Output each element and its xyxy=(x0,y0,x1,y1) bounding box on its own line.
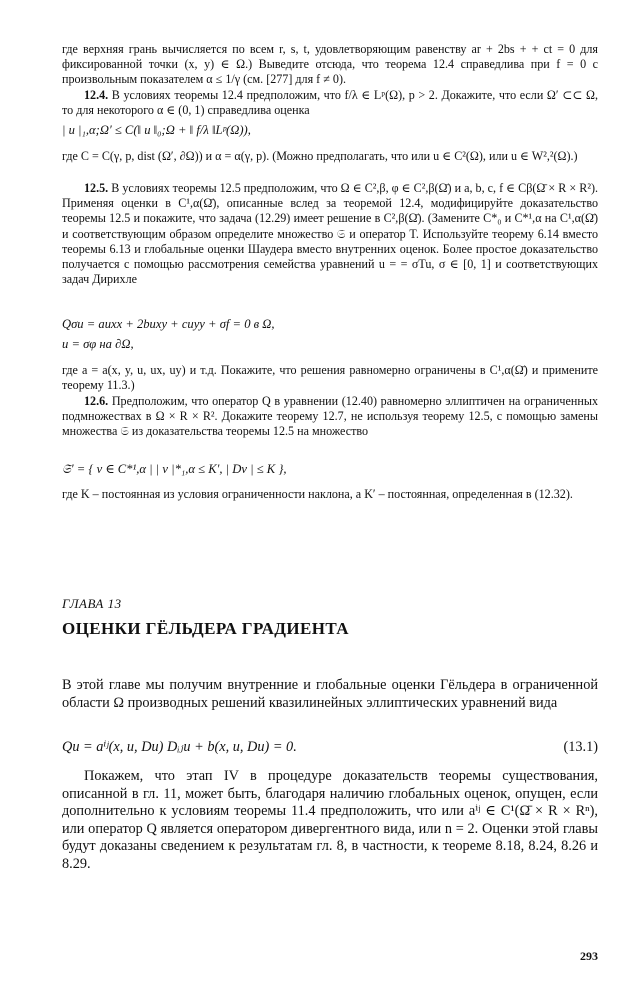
equation-number: (13.1) xyxy=(563,739,598,755)
exercise-text: В условиях теоремы 12.5 предположим, что Ω ∈ C²,β, φ ∈ C²,β(Ω̄) и a, b, c, f ∈ Cβ(Ω̄ × R × R²). Применяя оценки в C¹,α(Ω̄), описанные вслед за теоремой 12.4, модифицируйте доказательство теоремы 12.5 и покажите, что задача (12.29) имеет решение в C²,β(Ω̄). (Замените C*₀ и C*¹,α на C¹,α(Ω̄) и соответствующим образом определите множество 𝔖 и оператор T. Используйте теорему 6.14 вместо теоремы 6.13 и глобальные оценки Шаудера вместо внутренних оценок. Более простое доказательство получается с помощью рассмотрения семейства уравнений u = = σTu, σ ∈ [0, 1] и соответствующих задач Дирихле xyxy=(62,181,598,287)
paragraph-uniform-bound: где a = a(x, y, u, ux, uy) и т.д. Покажите, что решения равномерно ограничены в C¹,α(Ω̄) и примените теорему 11.3.) xyxy=(62,363,598,393)
chapter-label: ГЛАВА 13 xyxy=(62,596,122,611)
paragraph-constants: где C = C(γ, p, dist (Ω′, ∂Ω)) и α = α(γ, p). (Можно предполагать, что или u ∈ C²(Ω), или u ∈ W²,²(Ω).) xyxy=(62,149,578,163)
formula-dirichlet-boundary: u = σφ на ∂Ω, xyxy=(62,337,134,351)
page-number: 293 xyxy=(580,949,598,963)
exercise-12-6 xyxy=(62,394,598,440)
exercise-number: 12.6. xyxy=(84,394,109,408)
chapter-title: ОЦЕНКИ ГЁЛЬДЕРА ГРАДИЕНТА xyxy=(62,619,349,638)
exercise-12-5 xyxy=(62,181,598,287)
exercise-number: 12.5. xyxy=(84,181,109,195)
formula-dirichlet-equation: Qσu = auxx + 2buxy + cuyy + σf = 0 в Ω, xyxy=(62,317,275,331)
formula-set-definition: 𝔖′ = { v ∈ C*¹,α | | v |*₁,α ≤ K′, | Dv | ≤ K }, xyxy=(62,462,287,476)
formula-estimate: | u |₁,α;Ω′ ≤ C(‖ u ‖₀;Ω + ‖ f/λ ‖Lᵖ(Ω)), xyxy=(62,123,251,137)
chapter-intro-text: В этой главе мы получим внутренние и глобальные оценки Гёльдера в ограниченной области Ω производных решений квазилинейных эллиптических уравнений вида xyxy=(62,677,598,711)
paragraph-supremum-note: где верхняя грань вычисляется по всем r, s, t, удовлетворяющим равенству ar + 2bs + + ct = 0 для фиксированной точки (x, y) ∈ Ω.) Выведите отсюда, что теорема 12.4 справедлива при f = 0 с произвольным показателем α ≤ 1/γ (см. [277] для f ≠ 0). xyxy=(62,42,598,87)
chapter-body: Покажем, что этап IV в процедуре доказательств теоремы существования, описанной в гл. 11, может быть, благодаря наличию глобальных оценок, опущен, если дополнительно к условиям теоремы 11.4 предположить, что или aⁱʲ ∈ C¹(Ω̄ × R × Rⁿ), или оператор Q является оператором дивергентного вида, или n = 2. Оценки этой главы будут доказаны сведением к результатам гл. 8, в частности, к теореме 8.18, 8.24, 8.26 и 8.29. xyxy=(62,768,598,872)
exercise-text: Предположим, что оператор Q в уравнении (12.40) равномерно эллиптичен на ограниченных подмножествах в Ω × R × R². Докажите теорему 12.7, не используя теорему 12.5, с помощью замены множества 𝔖 из доказательства теоремы 12.5 на множество xyxy=(62,394,598,439)
chapter-intro xyxy=(62,677,598,712)
exercise-number: 12.4. xyxy=(84,88,109,102)
equation-body: Qu = aⁱʲ(x, u, Du) Dᵢⱼu + b(x, u, Du) = 0. xyxy=(62,739,297,755)
exercise-text: В условиях теоремы 12.4 предположим, что f/λ ∈ Lᵖ(Ω), p > 2. Докажите, что если Ω′ ⊂⊂ Ω, то для некоторого α ∈ (0, 1) справедлива оценка xyxy=(62,88,598,118)
paragraph-constant-k: где K – постоянная из условия ограниченности наклона, а K′ – постоянная, определенная в (12.32). xyxy=(62,487,573,501)
exercise-12-4 xyxy=(62,88,598,118)
